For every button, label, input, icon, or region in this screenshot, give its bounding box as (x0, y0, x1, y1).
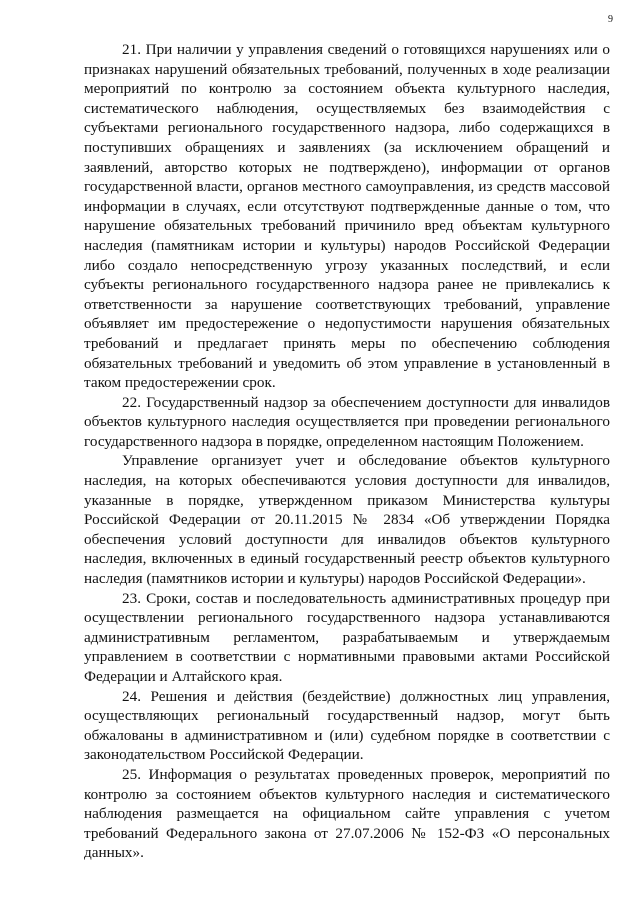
paragraph-24: 24. Решения и действия (бездействие) должностных лиц управления, осуществляющих региональный государственный надзор, могут быть обжалованы в административном и (или) судебном порядке в соответствии с законодательством Российской Федерации. (84, 687, 610, 764)
paragraph-21: 21. При наличии у управления сведений о готовящихся нарушениях или о признаках нарушений обязательных требований, полученных в ходе реализации мероприятий по контролю за состоянием объекта культурного наследия, систематического наблюдения, осуществляемых без взаимодействия с субъектами регионального государственного надзора, либо содержащихся в поступивших обращениях и заявлениях (за исключением обращений и заявлений, авторство которых не подтверждено), информации от органов государственной власти, органов местного самоуправления, из средств массовой информации в случаях, если отсутствуют подтвержденные данные о том, что нарушение обязательных требований причинило вред объектам культурного наследия (памятникам истории и культуры) народов Российской Федерации либо создало непосредственную угрозу указанных последствий, и если субъекты регионального государственного надзора ранее не привлекались к ответственности за нарушение соответствующих требований, управление объявляет им предостережение о недопустимости нарушения обязательных требований и предлагает принять меры по обеспечению соблюдения обязательных требований и уведомить об этом управление в установленный в таком предостережении срок. (84, 41, 610, 392)
paragraph-25: 25. Информация о результатах проведенных проверок, мероприятий по контролю за состоянием объектов культурного наследия и систематического наблюдения размещается на официальном сайте управления с учетом требований Федерального закона от 27.07.2006 № 152-ФЗ «О персональных данных». (84, 765, 610, 862)
paragraph-23: 23. Сроки, состав и последовательность административных процедур при осуществлении регионального государственного надзора устанавливаются административным регламентом, разрабатываемым и утверждаемым управлением в соответствии с нормативными правовыми актами Российской Федерации и Алтайского края. (84, 589, 610, 685)
document-body (84, 40, 610, 863)
paragraph-22-continued: Управление организует учет и обследование объектов культурного наследия, на которых обеспечиваются условия доступности для инвалидов, указанные в порядке, утвержденном приказом Министерства культуры Российской Федерации от 20.11.2015 № 2834 «Об утверждении Порядка обеспечения условий доступности для инвалидов объектов культурного наследия, включенных в единый государственный реестр объектов культурного наследия (памятников истории и культуры) народов Российской Федерации». (84, 452, 610, 588)
paragraph-22: 22. Государственный надзор за обеспечением доступности для инвалидов объектов культурного наследия осуществляется при проведении регионального государственного надзора в порядке, определенном настоящим Положением. (84, 393, 610, 450)
page-number: 9 (608, 14, 613, 25)
